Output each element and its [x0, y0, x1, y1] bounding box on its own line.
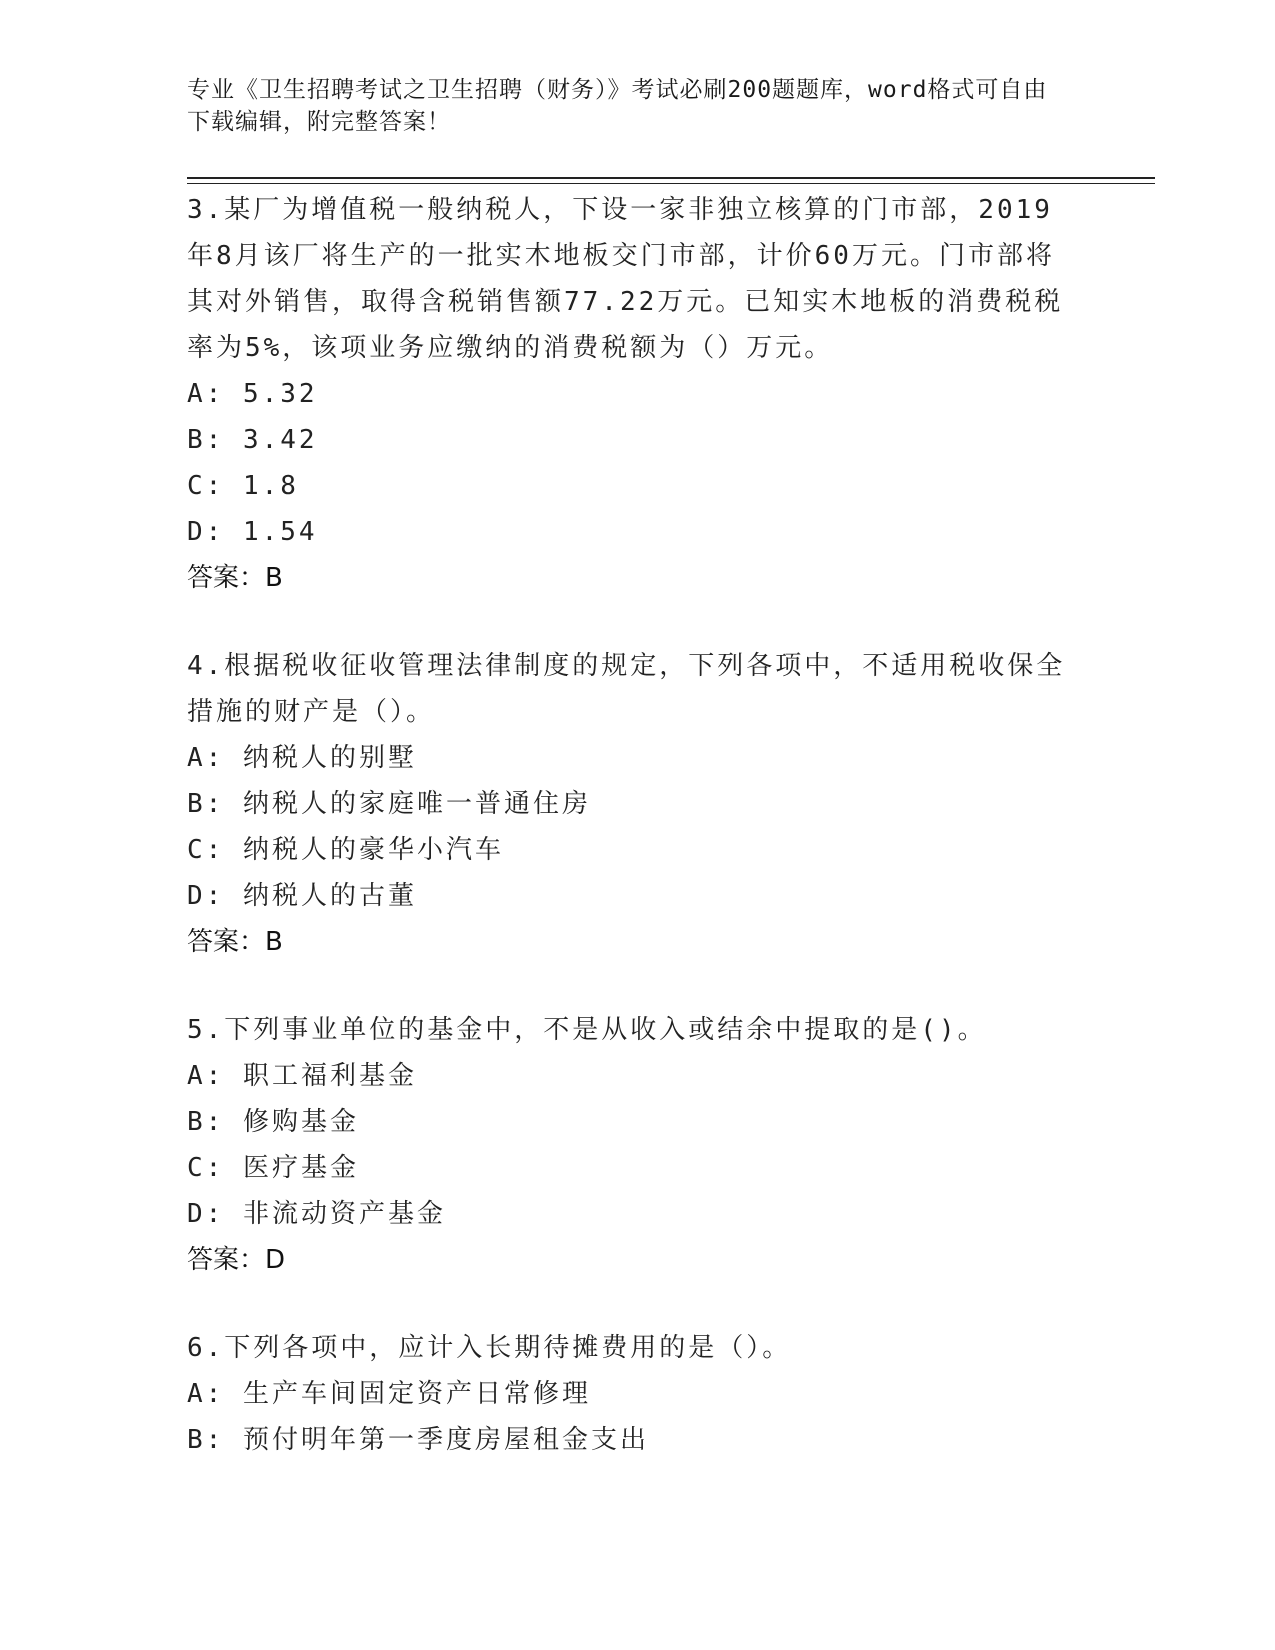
option-a: A: 生产车间固定资产日常修理 [187, 1379, 591, 1409]
document-header: 专业《卫生招聘考试之卫生招聘（财务）》考试必刷200题题库，word格式可自由下载编辑，附完整答案！ [187, 77, 1048, 135]
question-stem: 5.下列事业单位的基金中，不是从收入或结余中提取的是()。 [187, 1015, 987, 1045]
question-stem: 6.下列各项中，应计入长期待摊费用的是（）。 [187, 1333, 792, 1363]
question-stem: 3.某厂为增值税一般纳税人，下设一家非独立核算的门市部，2019年8月该厂将生产的一批实木地板交门市部，计价60万元。门市部将其对外销售，取得含税销售额77.22万元。已知实木地板的消费税税率为5%，该项业务应缴纳的消费税额为（）万元。 [187, 195, 1064, 363]
option-b: B: 纳税人的家庭唯一普通住房 [187, 789, 591, 819]
header-divider-thick [187, 177, 1155, 179]
option-a: A: 5.32 [187, 379, 318, 409]
answer-label: 答案：B [187, 927, 283, 957]
option-a: A: 职工福利基金 [187, 1061, 417, 1091]
option-b: B: 修购基金 [187, 1107, 359, 1137]
question-6 [187, 1325, 1067, 1463]
option-c: C: 纳税人的豪华小汽车 [187, 835, 504, 865]
option-d: D: 非流动资产基金 [187, 1199, 446, 1229]
answer-label: 答案：B [187, 563, 283, 593]
question-list [187, 187, 1067, 1505]
header-divider-thin [187, 183, 1155, 184]
option-b: B: 3.42 [187, 425, 318, 455]
option-a: A: 纳税人的别墅 [187, 743, 417, 773]
question-5 [187, 1007, 1067, 1283]
question-4 [187, 643, 1067, 965]
question-stem: 4.根据税收征收管理法律制度的规定，下列各项中，不适用税收保全措施的财产是（）。 [187, 651, 1066, 727]
option-c: C: 医疗基金 [187, 1153, 359, 1183]
answer-label: 答案：D [187, 1245, 286, 1275]
question-3 [187, 187, 1067, 601]
option-d: D: 纳税人的古董 [187, 881, 417, 911]
option-c: C: 1.8 [187, 471, 299, 501]
option-d: D: 1.54 [187, 517, 318, 547]
option-b: B: 预付明年第一季度房屋租金支出 [187, 1425, 649, 1455]
